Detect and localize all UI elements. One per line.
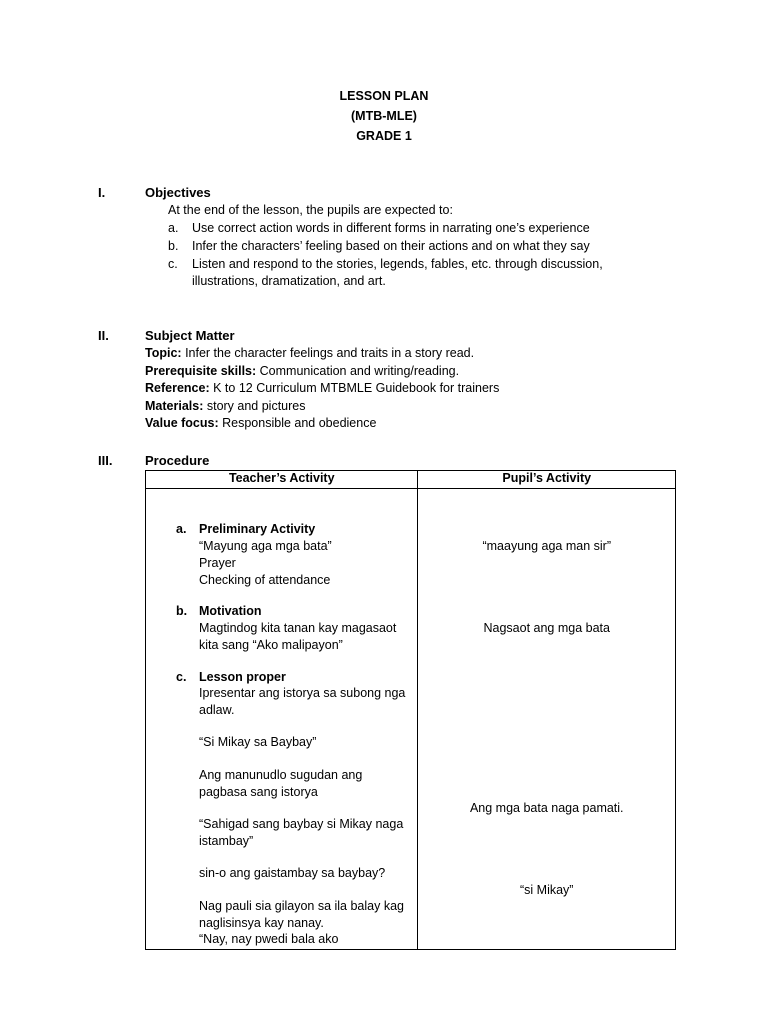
objective-letter: a. bbox=[168, 221, 179, 235]
activity-line: Checking of attendance bbox=[199, 573, 331, 587]
pupil-activity-cell bbox=[418, 489, 676, 950]
subject-row-materials bbox=[145, 399, 306, 413]
objective-item: Use correct action words in different forms in narrating one’s experience bbox=[192, 221, 590, 235]
procedure-table bbox=[145, 470, 676, 950]
column-header-pupil: Pupil’s Activity bbox=[418, 471, 676, 489]
subject-row-reference bbox=[145, 381, 499, 395]
activity-letter: b. bbox=[176, 604, 188, 618]
subject-label: Materials: bbox=[145, 399, 204, 413]
pupil-response: “si Mikay” bbox=[520, 883, 574, 897]
pupil-response: Nagsaot ang mga bata bbox=[483, 621, 610, 635]
section-number-procedure: III. bbox=[98, 453, 113, 468]
activity-line: sin-o ang gaistambay sa baybay? bbox=[199, 866, 386, 880]
activity-letter: c. bbox=[176, 670, 187, 684]
teacher-activity-cell bbox=[146, 489, 418, 950]
objective-letter: b. bbox=[168, 239, 179, 253]
procedure-table-header bbox=[146, 471, 676, 489]
activity-line: “Nay, nay pwedi bala ako bbox=[199, 932, 339, 946]
subject-value: Communication and writing/reading. bbox=[259, 364, 460, 378]
activity-line: naglisinsya kay nanay. bbox=[199, 916, 324, 930]
doc-grade: GRADE 1 bbox=[356, 129, 412, 143]
activity-line: Ipresentar ang istorya sa subong nga bbox=[199, 686, 406, 700]
objectives-intro: At the end of the lesson, the pupils are expected to: bbox=[168, 203, 453, 217]
objective-item-continued: illustrations, dramatization, and art. bbox=[192, 274, 386, 288]
activity-line: Prayer bbox=[199, 556, 236, 570]
doc-subject: (MTB-MLE) bbox=[351, 109, 417, 123]
pupil-response: Ang mga bata naga pamati. bbox=[469, 801, 624, 815]
subject-label: Reference: bbox=[145, 381, 210, 395]
subject-row-value-focus bbox=[145, 416, 376, 430]
activity-title-lesson-proper: Lesson proper bbox=[199, 670, 286, 684]
activity-line: “Si Mikay sa Baybay” bbox=[199, 735, 317, 749]
activity-line: adlaw. bbox=[199, 703, 235, 717]
doc-title: LESSON PLAN bbox=[339, 89, 429, 103]
subject-value: K to 12 Curriculum MTBMLE Guidebook for trainers bbox=[213, 381, 500, 395]
activity-line: “Sahigad sang baybay si Mikay naga bbox=[199, 817, 404, 831]
activity-line: Nag pauli sia gilayon sa ila balay kag bbox=[199, 899, 404, 913]
activity-title-preliminary: Preliminary Activity bbox=[199, 522, 316, 536]
subject-label: Prerequisite skills: bbox=[145, 364, 257, 378]
activity-line: “Mayung aga mga bata” bbox=[199, 539, 332, 553]
section-title-subject: Subject Matter bbox=[145, 328, 235, 343]
activity-line: Ang manunudlo sugudan ang bbox=[199, 768, 363, 782]
section-title-objectives: Objectives bbox=[145, 185, 211, 200]
section-number-subject: II. bbox=[98, 328, 109, 343]
subject-row-prerequisite bbox=[145, 364, 459, 378]
subject-label: Topic: bbox=[145, 346, 182, 360]
activity-line: pagbasa sang istorya bbox=[199, 785, 318, 799]
objective-item: Infer the characters’ feeling based on their actions and on what they say bbox=[192, 239, 590, 253]
section-title-procedure: Procedure bbox=[145, 453, 210, 468]
section-number-objectives: I. bbox=[98, 185, 106, 200]
subject-label: Value focus: bbox=[145, 416, 219, 430]
subject-value: Responsible and obedience bbox=[222, 416, 377, 430]
procedure-table-row bbox=[146, 489, 676, 950]
activity-line: kita sang “Ako malipayon” bbox=[199, 638, 343, 652]
subject-value: Infer the character feelings and traits in a story read. bbox=[185, 346, 475, 360]
subject-row-topic bbox=[145, 346, 474, 360]
pupil-response: “maayung aga man sir” bbox=[482, 539, 611, 553]
column-header-teacher: Teacher’s Activity bbox=[146, 471, 418, 489]
subject-value: story and pictures bbox=[206, 399, 306, 413]
activity-letter: a. bbox=[176, 522, 187, 536]
activity-title-motivation: Motivation bbox=[199, 604, 262, 618]
activity-line: Magtindog kita tanan kay magasaot bbox=[199, 621, 397, 635]
objective-item: Listen and respond to the stories, legends, fables, etc. through discussion, bbox=[192, 257, 603, 271]
activity-line: istambay” bbox=[199, 834, 254, 848]
objective-letter: c. bbox=[168, 257, 178, 271]
